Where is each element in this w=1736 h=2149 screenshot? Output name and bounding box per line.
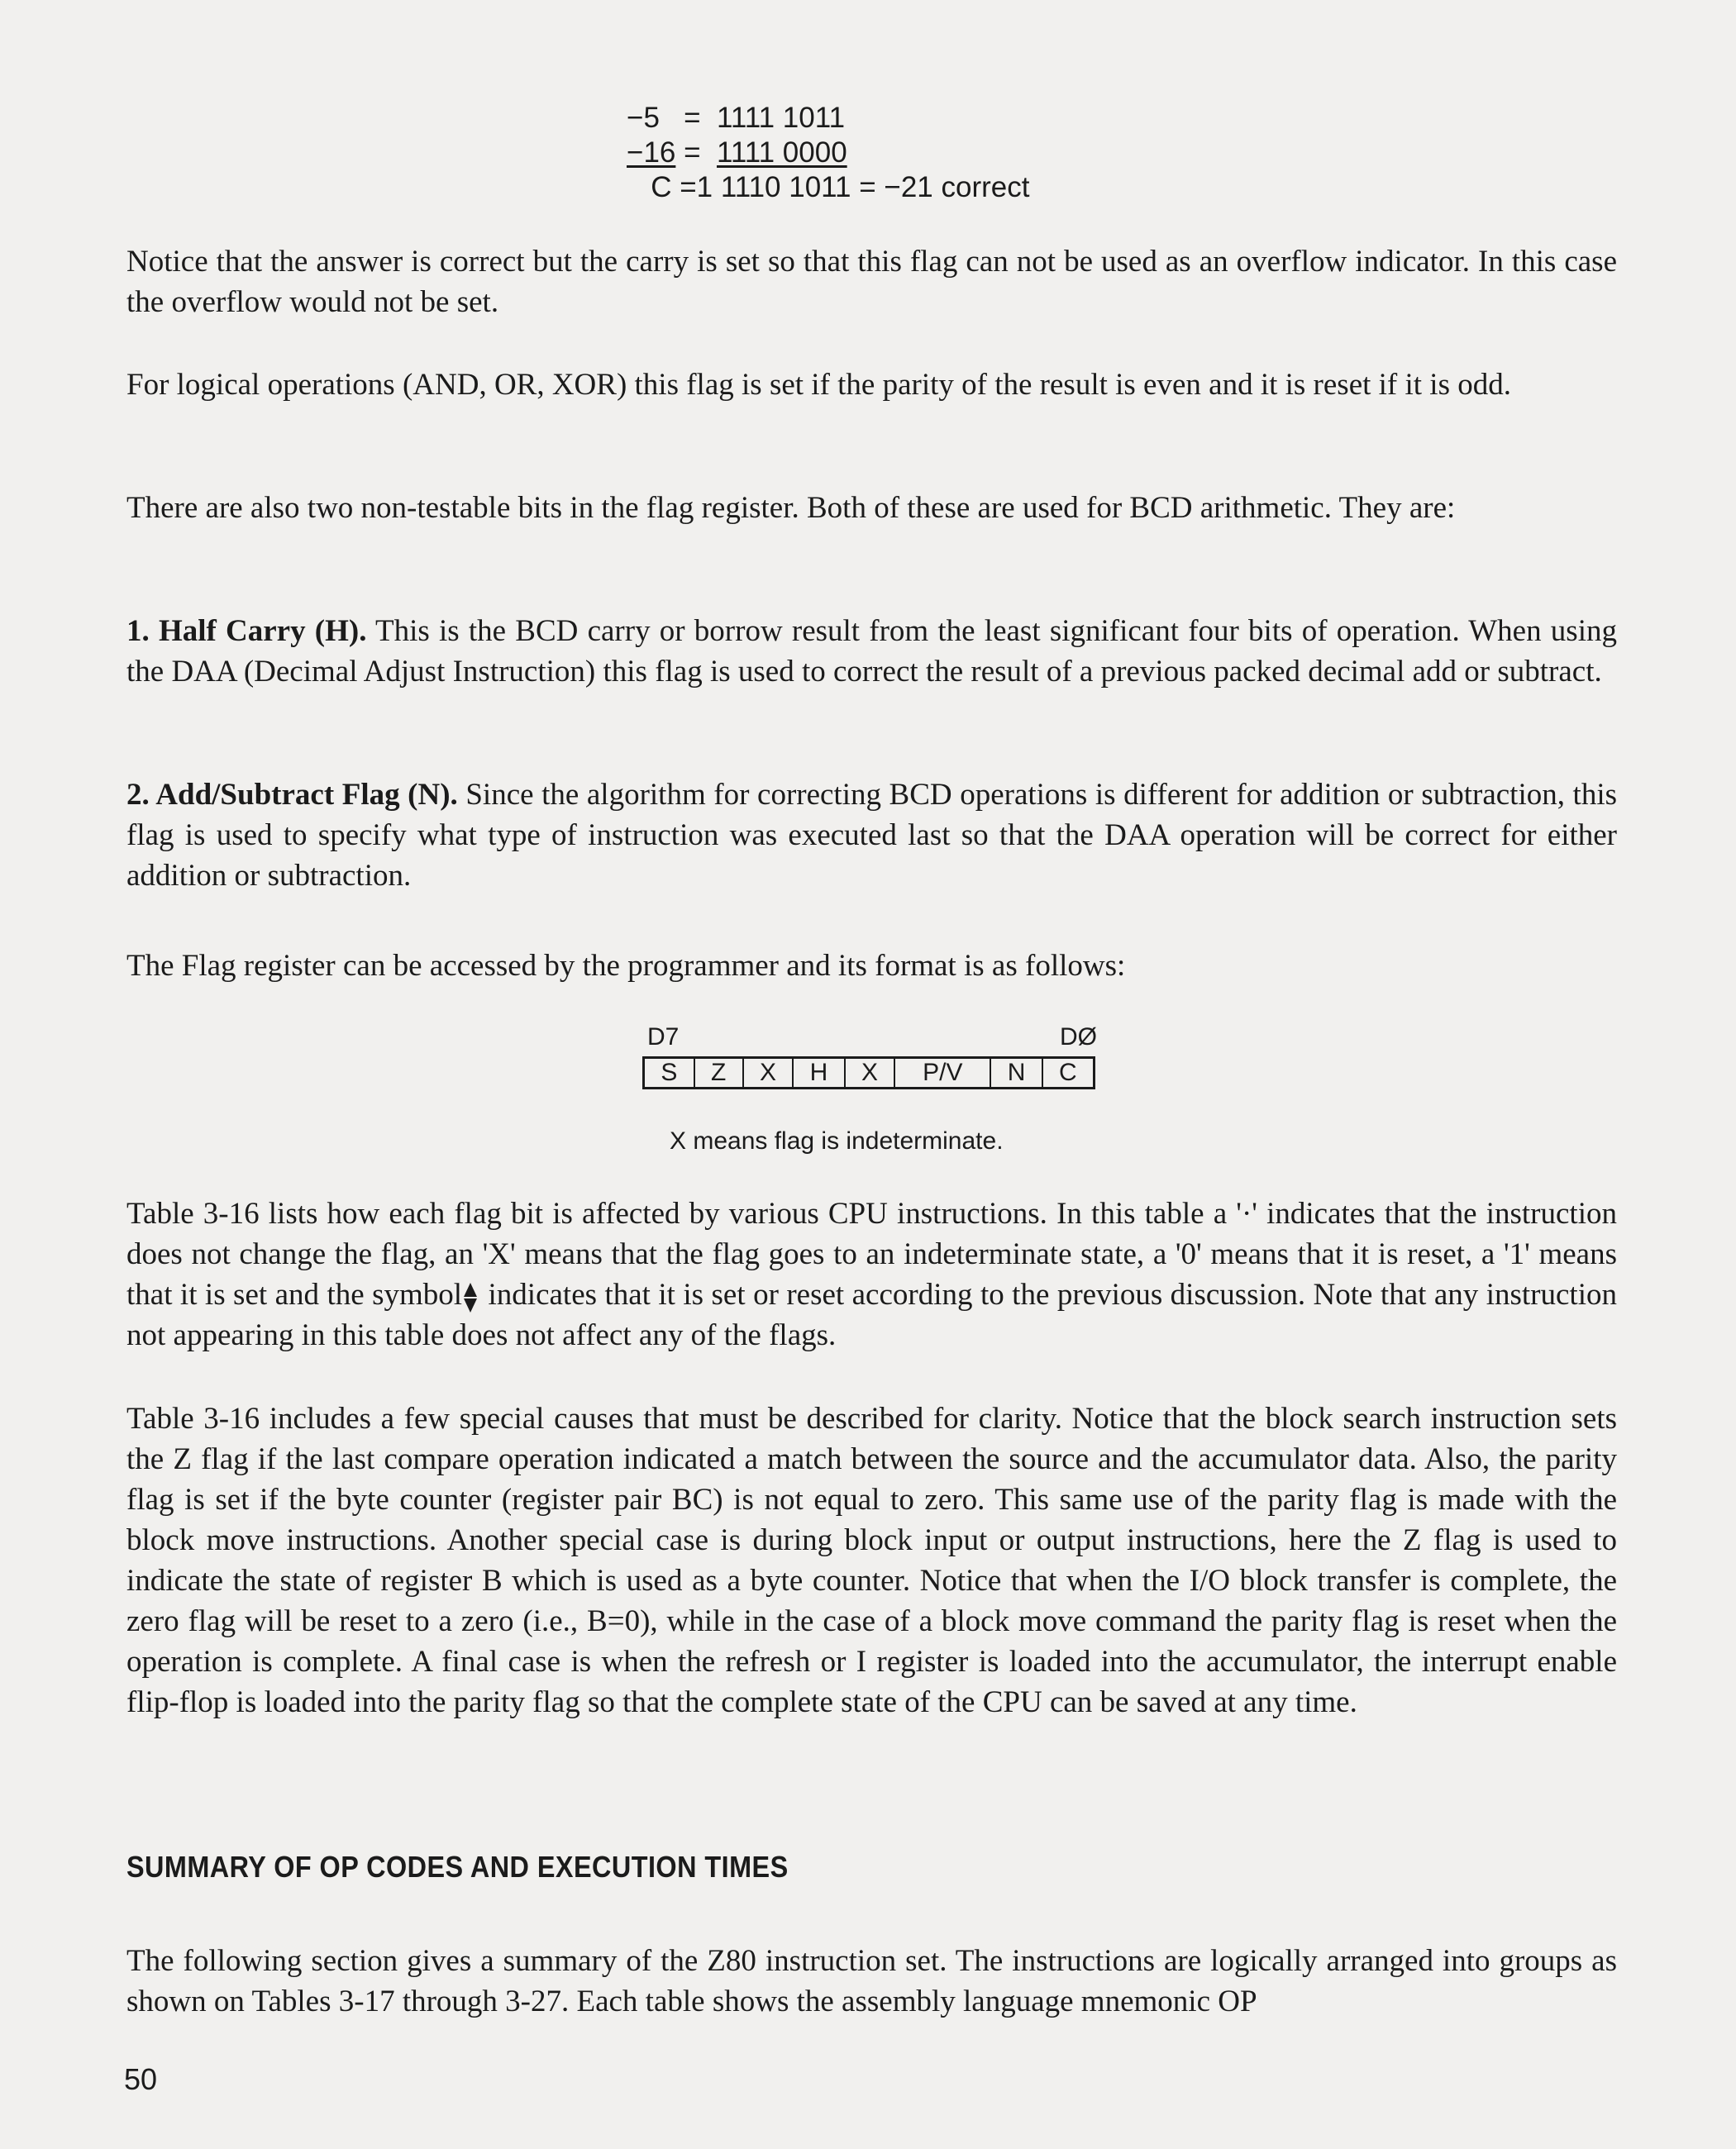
- flag-cell-s: S: [645, 1059, 695, 1087]
- arith-row-3-value: 1 1110 1011: [696, 171, 851, 203]
- paragraph-flag-register-intro: The Flag register can be accessed by the programmer and its format is as follows:: [126, 949, 1126, 983]
- arith-row-1: [627, 101, 1029, 136]
- flag-lsb-label: DØ: [1060, 1023, 1097, 1051]
- flag-cell-c: C: [1059, 1059, 1077, 1086]
- arith-row-3-left: C: [651, 171, 672, 203]
- arith-row-3-result: = −21 correct: [859, 171, 1030, 203]
- flag-cell-pv: P/V: [895, 1059, 991, 1087]
- flag-cell-x2: X: [846, 1059, 896, 1087]
- legend-text-b: indicates that it is set or reset according to the previous discussion. Note that any instruction not appearing in this table does not affect any of the flags.: [126, 1278, 1617, 1352]
- arith-row-2: [627, 136, 1029, 170]
- arith-row-1-value: 1111 1011: [717, 102, 846, 134]
- flag-cell-n: N: [991, 1059, 1042, 1087]
- arith-row-1-eq: =: [684, 102, 701, 134]
- arith-row-2-value: 1111 0000: [717, 136, 847, 169]
- paragraph-summary-intro: The following section gives a summary of the Z80 instruction set. The instructions are logically arranged into groups as shown on Tables 3-17 through 3-27. Each table shows the assembly language mnemonic OP: [126, 1944, 1617, 2018]
- add-subtract-text: Since the algorithm for correcting BCD operations is different for addition or subtraction, this flag is used to specify what type of instruction was executed last so that the DAA operation will be correct for either addition or subtraction.: [126, 778, 1617, 893]
- flag-indeterminate-note: X means flag is indeterminate.: [670, 1127, 1004, 1155]
- arith-row-2-eq: =: [684, 136, 701, 169]
- paragraph-half-carry: [126, 611, 1617, 692]
- flag-cell-z: Z: [695, 1059, 744, 1087]
- arith-row-3-eq: =: [680, 171, 697, 203]
- half-carry-text: This is the BCD carry or borrow result from the least significant four bits of operation. When using the DAA (Decimal Adjust Instruction) this flag is used to correct the result of a previous packed decimal add or subtract.: [126, 614, 1617, 689]
- paragraph-table-3-16-legend: [126, 1194, 1617, 1356]
- flag-register-diagram: [642, 1023, 1097, 1089]
- flag-cell-x1: X: [744, 1059, 794, 1087]
- paragraph-add-subtract-flag: [126, 774, 1617, 896]
- paragraph-carry-note: Notice that the answer is correct but the carry is set so that this flag can not be used as an overflow indicator. In this case the overflow would not be set.: [126, 245, 1617, 319]
- arith-row-2-left: −16: [627, 136, 676, 169]
- binary-subtraction-example: [627, 101, 1029, 205]
- section-heading: SUMMARY OF OP CODES AND EXECUTION TIMES: [126, 1850, 789, 1884]
- up-down-arrow-icon: [464, 1283, 477, 1313]
- page-number: 50: [124, 2062, 158, 2096]
- flag-cell-h: H: [794, 1059, 845, 1087]
- paragraph-special-cases: Table 3-16 includes a few special causes that must be described for clarity. Notice that the block search instruction sets the Z flag if the last compare operation indicated a match between the source and the accumulator data. Also, the parity flag is set if the byte counter (register pair BC) is not equal to zero. This same use of the parity flag is made with the block move instructions. Another special case is during block input or output instructions, here the Z flag is used to indicate the state of register B which is used as a byte counter. Notice that when the I/O block transfer is complete, the zero flag will be reset to a zero (i.e., B=0), while in the case of a block move command the parity flag is reset when the operation is complete. A final case is when the refresh or I register is loaded into the accumulator, the interrupt enable flip-flop is loaded into the parity flag so that the complete state of the CPU can be saved at any time.: [126, 1402, 1617, 1719]
- flag-register-cells: [642, 1056, 1095, 1089]
- arith-row-3: [627, 170, 1029, 205]
- flag-msb-label: D7: [647, 1023, 680, 1051]
- paragraph-non-testable-bits: There are also two non-testable bits in the flag register. Both of these are used for BCD arithmetic. They are:: [126, 491, 1456, 525]
- flag-bit-labels: [642, 1023, 1097, 1056]
- paragraph-logical-parity: For logical operations (AND, OR, XOR) this flag is set if the parity of the result is even and it is reset if it is odd.: [126, 368, 1511, 402]
- half-carry-heading: 1. Half Carry (H).: [126, 614, 367, 648]
- add-subtract-heading: 2. Add/Subtract Flag (N).: [126, 778, 458, 812]
- arith-row-1-left: −5: [627, 102, 660, 134]
- legend-text-a: Table 3-16 lists how each flag bit is affected by various CPU instructions. In this table a '·' indicates that the instruction does not change the flag, an 'X' means that the flag goes to an indeterminate state, a '0' means that it is reset, a '1' means that it is set and the symbol: [126, 1197, 1617, 1312]
